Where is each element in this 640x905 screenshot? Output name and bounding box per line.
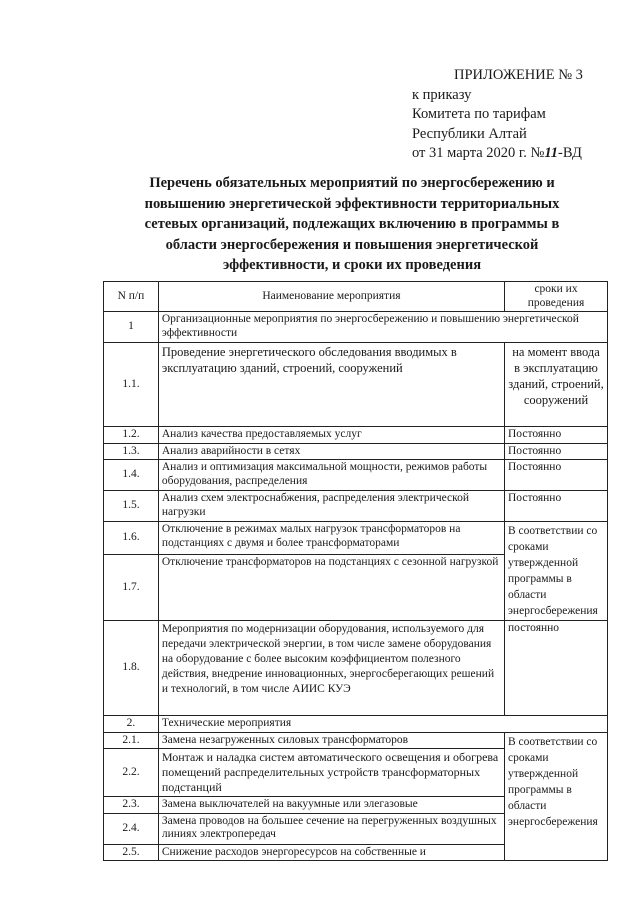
order-suffix: -ВД [558, 145, 582, 161]
appendix-title: ПРИЛОЖЕНИЕ № 3 [454, 67, 583, 83]
row-number: 2.4. [104, 813, 159, 844]
row-name: Замена выключателей на вакуумные или элегазовые [158, 797, 504, 814]
row-number: 1.6. [104, 522, 159, 555]
order-number: 11 [544, 145, 559, 161]
row-name: Замена проводов на большее сечение на перегруженных воздушных линиях электропередач [158, 813, 504, 844]
table-row [104, 443, 608, 460]
row-number: 1.3. [104, 443, 159, 460]
row-name: Организационные мероприятия по энергосбережению и повышению энергетической эффективности [158, 312, 607, 343]
table-row [104, 312, 608, 343]
row-number: 1.8. [104, 621, 159, 716]
column-header-term: сроки их проведения [505, 282, 608, 312]
row-name: Замена незагруженных силовых трансформаторов [158, 732, 504, 749]
republic-line: Республики Алтай [412, 125, 527, 142]
row-term: Постоянно [505, 491, 608, 522]
row-number: 2.3. [104, 797, 159, 814]
committee-line: Комитета по тарифам [412, 106, 546, 122]
row-term: В соответствии со сроками утвержденной программы в области энергосбережения [505, 732, 608, 861]
row-name: Анализ схем электроснабжения, распределения электрической нагрузки [158, 491, 504, 522]
table-row [104, 522, 608, 555]
row-name: Анализ качества предоставляемых услуг [158, 427, 504, 444]
row-number: 2.1. [104, 732, 159, 749]
row-term: Постоянно [505, 443, 608, 460]
table-row [104, 491, 608, 522]
row-number: 1.2. [104, 427, 159, 444]
order-date-line [412, 144, 583, 164]
row-number: 2.5. [104, 844, 159, 861]
row-name: Мероприятия по модернизации оборудования, используемого для передачи электрической энергии, в том числе замене оборудования на оборудование с более высоким коэффициентом полезного действия, внедрение инновационных, энергосберегающих решений и технологий, в том числе АИИС КУЭ [158, 621, 504, 716]
row-term: постоянно [505, 621, 608, 716]
table-row [104, 716, 608, 733]
row-term: Постоянно [505, 427, 608, 444]
appendix-header [412, 66, 583, 164]
table-row [104, 732, 608, 749]
row-term: В соответствии со сроками утвержденной программы в области энергосбережения [505, 522, 608, 621]
row-name: Анализ и оптимизация максимальной мощности, режимов работы оборудования, распределения [158, 460, 504, 491]
table-header-row [104, 282, 608, 312]
measures-table [103, 281, 608, 861]
row-name: Отключение трансформаторов на подстанциях с сезонной нагрузкой [158, 554, 504, 620]
row-term: на момент ввода в эксплуатацию зданий, строений, сооружений [505, 343, 608, 427]
table-row [104, 460, 608, 491]
table-row [104, 343, 608, 427]
row-number: 1.4. [104, 460, 159, 491]
table-row [104, 427, 608, 444]
column-header-name: Наименование мероприятия [158, 282, 504, 312]
row-name: Проведение энергетического обследования вводимых в эксплуатацию зданий, строений, сооружений [158, 343, 504, 427]
row-number: 1.5. [104, 491, 159, 522]
row-name: Монтаж и наладка систем автоматического освещения и обогрева помещений распределительных устройств трансформаторных подстанций [158, 749, 504, 797]
row-term: Постоянно [505, 460, 608, 491]
row-number: 2.2. [104, 749, 159, 797]
row-name: Снижение расходов энергоресурсов на собственные и [158, 844, 504, 861]
row-name: Анализ аварийности в сетях [158, 443, 504, 460]
row-number: 1.1. [104, 343, 159, 427]
row-name: Отключение в режимах малых нагрузок трансформаторов на подстанциях с двумя и более трансформаторами [158, 522, 504, 555]
order-date: от 31 марта 2020 г. № [412, 145, 545, 161]
row-number: 1.7. [104, 554, 159, 620]
order-line: к приказу [412, 86, 472, 103]
document-title: Перечень обязательных мероприятий по энергосбережению и повышению энергетической эффективности территориальных сетевых организаций, подлежащих включению в программы в области энергосбережения и повышения энергетической эффективности, и сроки их проведения [144, 175, 560, 273]
row-number: 2. [104, 716, 159, 733]
row-name: Технические мероприятия [158, 716, 607, 733]
column-header-num: N п/п [104, 282, 159, 312]
table-row [104, 621, 608, 716]
row-number: 1 [104, 312, 159, 343]
